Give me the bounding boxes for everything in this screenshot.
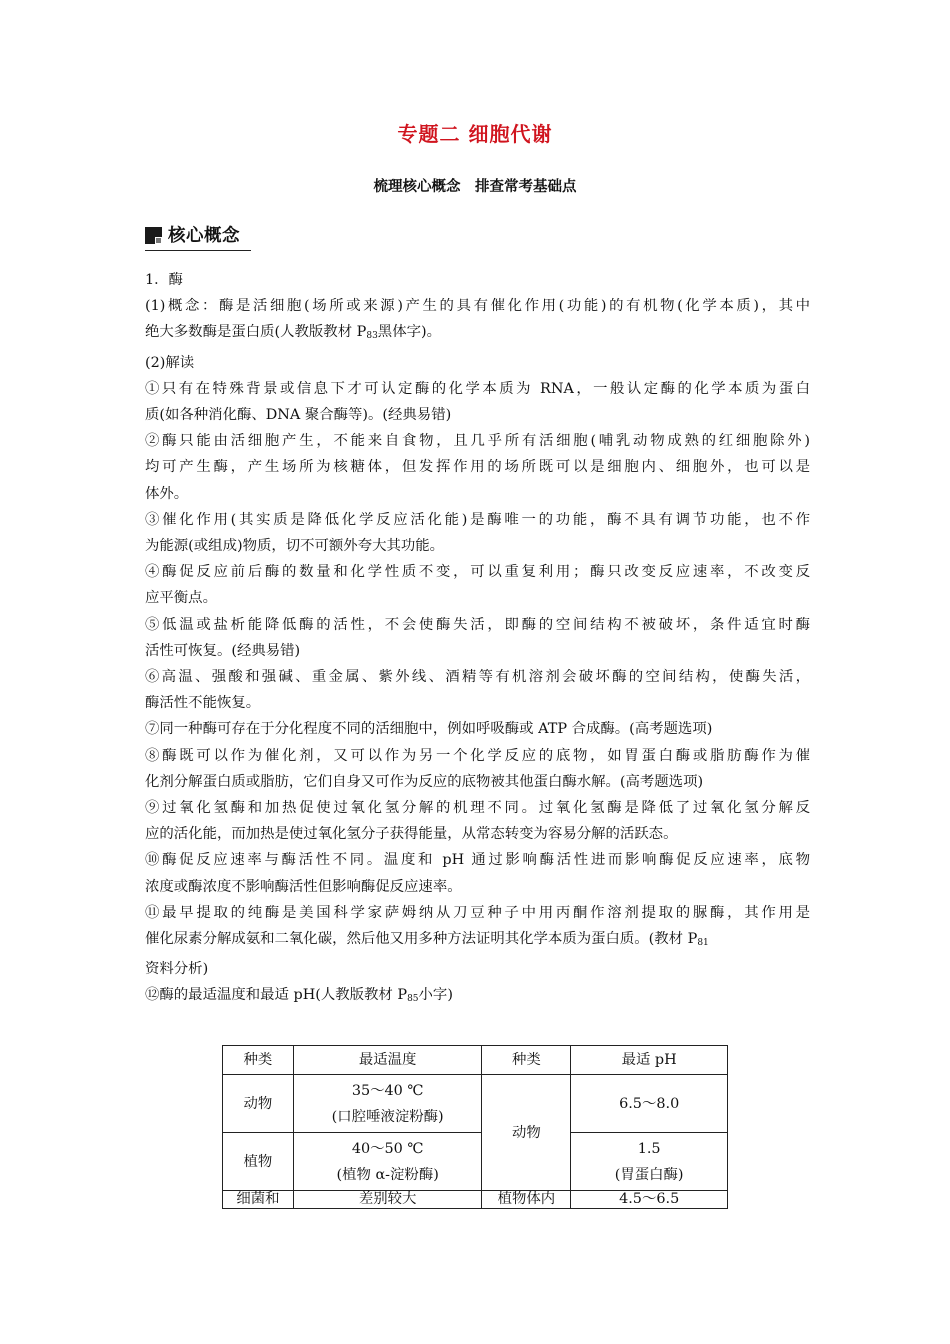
concept-line-2 (145, 319, 810, 349)
page-subtitle: 梳理核心概念 排查常考基础点 (373, 179, 577, 195)
cell-line: 35～40 ℃ (351, 1082, 424, 1099)
page-title: 专题二 细胞代谢 (397, 122, 553, 146)
table-cell: 4.5～6.5 (571, 1191, 728, 1209)
item-1-line-2: 质(如各种消化酶、DNA 聚合酶等)。(经典易错) (145, 407, 452, 424)
concept-text-a: 绝大多数酶是蛋白质(人教版教材 P (145, 324, 367, 341)
table-cell: 植物体内 (482, 1191, 571, 1209)
table-cell: 差别较大 (293, 1191, 482, 1209)
item-11-text: 催化尿素分解成氨和二氧化碳，然后他又用多种方法证明其化学本质为蛋白质。(教材 P (145, 931, 698, 948)
table-cell: 植物 (223, 1133, 294, 1191)
square-section-icon (145, 227, 162, 244)
item-10-line-1: ⑩酶促反应速率与酶活性不同。温度和 pH 通过影响酶活性进而影响酶促反应速率，底物 (145, 852, 810, 869)
cell-line: (胃蛋白酶) (614, 1166, 684, 1183)
item-9-line-2: 应的活化能，而加热是使过氧化氢分子获得能量，从常态转变为容易分解的活跃态。 (145, 826, 678, 843)
cell-line: (植物 α-淀粉酶) (336, 1166, 439, 1183)
body-text (145, 267, 810, 1013)
cell-line: 1.5 (637, 1140, 661, 1157)
interpret-heading: (2)解读 (145, 354, 195, 371)
table-header: 种类 (482, 1046, 571, 1075)
item-12-text-b: 小字) (418, 987, 453, 1004)
table-cell: 6.5～8.0 (571, 1075, 728, 1133)
item-2-line-2: 均可产生酶，产生场所为核糖体，但发挥作用的场所既可以是细胞内、细胞外，也可以是 (145, 459, 810, 476)
concept-line-1: (1)概念：酶是活细胞(场所或来源)产生的具有催化作用(功能)的有机物(化学本质)，其中 (145, 298, 810, 315)
item-5-line-2: 活性可恢复。(经典易错) (145, 642, 301, 659)
page-ref-sub: 83 (366, 331, 378, 342)
table-cell: 动物 (482, 1075, 571, 1191)
page-ref-sub: 81 (697, 938, 709, 949)
item-3-line-2: 为能源(或组成)物质，切不可额外夸大其功能。 (145, 538, 445, 555)
cell-line: 40～50 ℃ (351, 1140, 424, 1157)
page-ref-sub: 85 (407, 994, 419, 1005)
heading-enzyme: 1．酶 (145, 272, 183, 288)
item-11-line-2 (145, 926, 810, 956)
item-6-line-2: 酶活性不能恢复。 (145, 695, 261, 712)
section-label: 核心概念 (168, 226, 240, 246)
item-10-line-2: 浓度或酶浓度不影响酶活性但影响酶促反应速率。 (145, 878, 462, 895)
item-2-line-1: ②酶只能由活细胞产生，不能来自食物，且几乎所有活细胞(哺乳动物成熟的红细胞除外) (145, 433, 810, 450)
table-header-row (223, 1046, 728, 1075)
table-row (223, 1075, 728, 1133)
item-11-line-1: ⑪最早提取的纯酶是美国科学家萨姆纳从刀豆种子中用丙酮作溶剂提取的脲酶，其作用是 (145, 904, 810, 921)
section-header (145, 222, 251, 251)
table-cell (571, 1133, 728, 1191)
item-9-line-1: ⑨过氧化氢酶和加热促使过氧化氢分解的机理不同。过氧化氢酶是降低了过氧化氢分解反 (145, 800, 810, 817)
item-3-line-1: ③催化作用(其实质是降低化学反应活化能)是酶唯一的功能，酶不具有调节功能，也不作 (145, 511, 810, 528)
item-12 (145, 982, 810, 1012)
item-6-line-1: ⑥高温、强酸和强碱、重金属、紫外线、酒精等有机溶剂会破坏酶的空间结构，使酶失活， (145, 669, 810, 686)
table-row (223, 1191, 728, 1209)
concept-text-b: 黑体字)。 (377, 324, 441, 341)
item-12-text-a: ⑫酶的最适温度和最适 pH(人教版教材 P (145, 987, 408, 1004)
item-11-line-3: 资料分析) (145, 961, 209, 978)
item-8-line-1: ⑧酶既可以作为催化剂，又可以作为另一个化学反应的底物，如胃蛋白酶或脂肪酶作为催 (145, 747, 810, 764)
table-header: 最适 pH (571, 1046, 728, 1075)
table-row (223, 1133, 728, 1191)
item-4-line-2: 应平衡点。 (145, 590, 217, 607)
table-cell (293, 1075, 482, 1133)
table-cell: 细菌和 (223, 1191, 294, 1209)
item-4-line-1: ④酶促反应前后酶的数量和化学性质不变，可以重复利用；酶只改变反应速率，不改变反 (145, 564, 810, 581)
item-8-line-2: 化剂分解蛋白质或脂肪，它们自身又可作为反应的底物被其他蛋白酶水解。(高考题选项) (145, 773, 704, 790)
table-cell: 动物 (223, 1075, 294, 1133)
item-7: ⑦同一种酶可存在于分化程度不同的活细胞中，例如呼吸酶或 ATP 合成酶。(高考题选项) (145, 721, 713, 738)
item-5-line-1: ⑤低温或盐析能降低酶的活性，不会使酶失活，即酶的空间结构不被破坏，条件适宜时酶 (145, 616, 810, 633)
item-2-line-3: 体外。 (145, 485, 189, 502)
table-header: 种类 (223, 1046, 294, 1075)
table-header: 最适温度 (293, 1046, 482, 1075)
table-cell (293, 1133, 482, 1191)
optimal-conditions-table (222, 1045, 728, 1209)
item-1-line-1: ①只有在特殊背景或信息下才可认定酶的化学本质为 RNA，一般认定酶的化学本质为蛋白 (145, 380, 810, 397)
cell-line: (口腔唾液淀粉酶) (331, 1108, 444, 1125)
